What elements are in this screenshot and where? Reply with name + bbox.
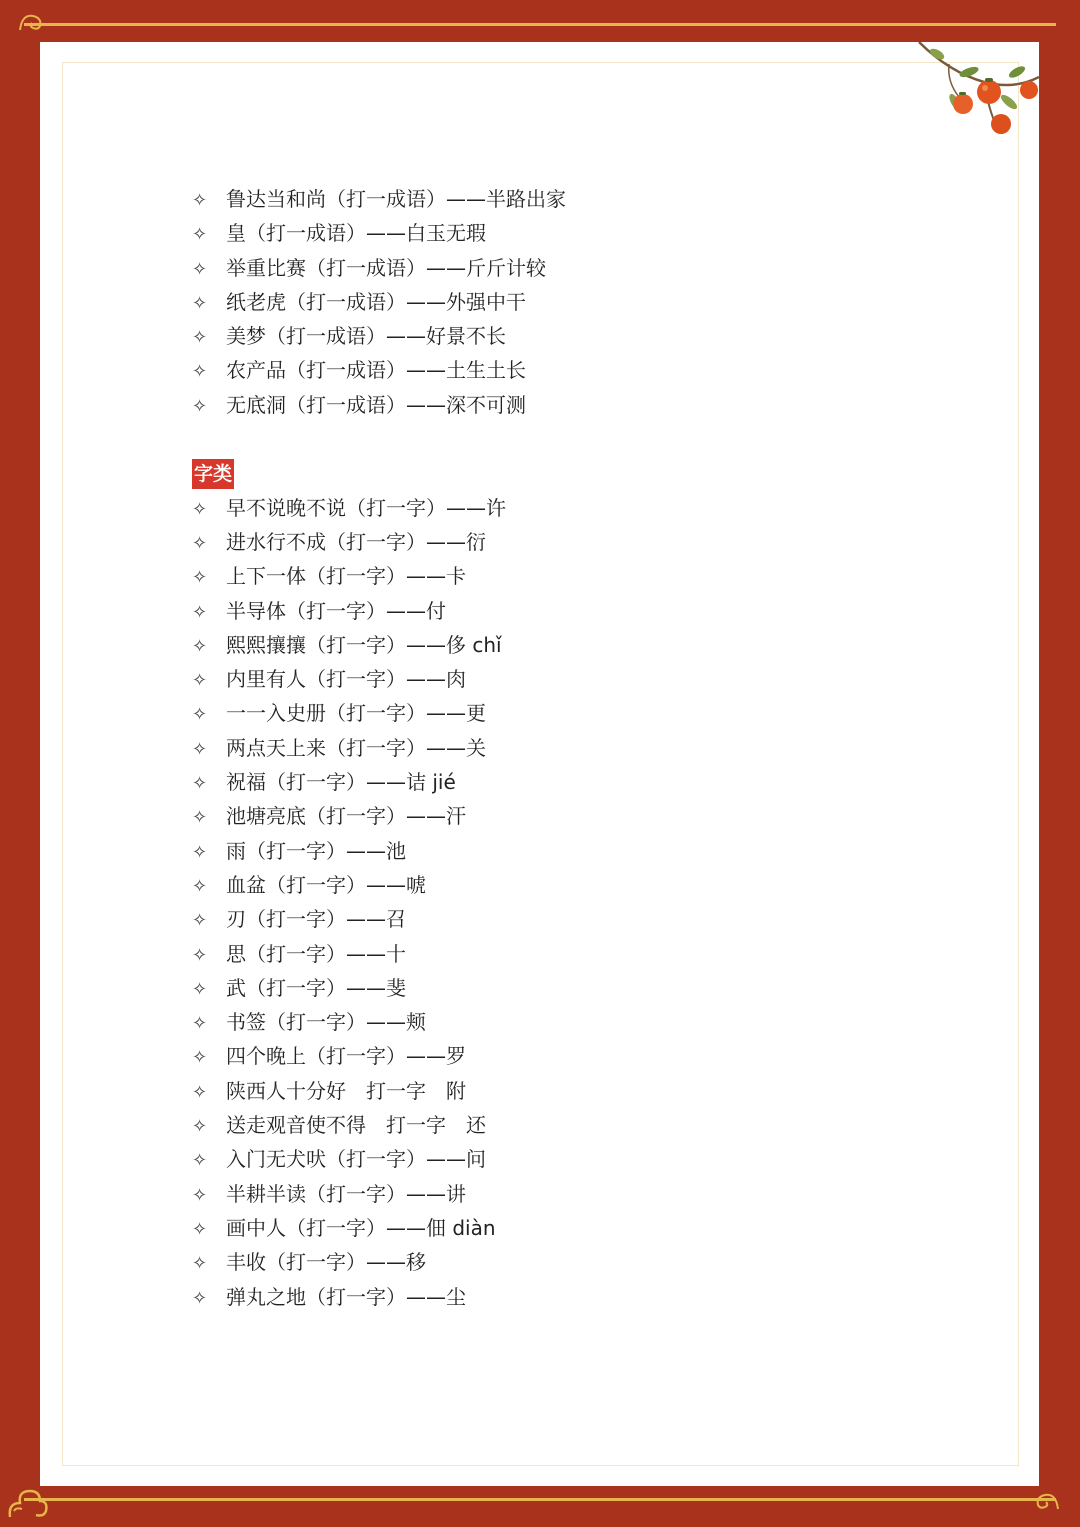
riddle-text: 祝福（打一字）——诘 jié: [226, 770, 456, 795]
riddle-item: [192, 251, 892, 285]
riddle-text: 美梦（打一成语）——好景不长: [226, 324, 506, 349]
riddle-text: 送走观音使不得 打一字 还: [226, 1113, 486, 1138]
riddle-text: 纸老虎（打一成语）——外强中干: [226, 289, 526, 314]
riddle-text: 一一入史册（打一字）——更: [226, 701, 486, 726]
star-bullet-icon: ✧: [192, 910, 208, 932]
idiom-riddle-list: [192, 182, 892, 422]
riddle-item: [192, 868, 892, 902]
riddle-text: 陕西人十分好 打一字 附: [226, 1078, 466, 1103]
bottom-gold-line: [24, 1498, 1056, 1501]
riddle-item: [192, 628, 892, 662]
riddle-text: 入门无犬吠（打一字）——问: [226, 1147, 486, 1172]
riddle-text: 书签（打一字）——颊: [226, 1010, 426, 1035]
riddle-item: [192, 1245, 892, 1279]
riddle-text: 鲁达当和尚（打一成语）——半路出家: [226, 187, 566, 211]
star-bullet-icon: ✧: [192, 567, 208, 589]
riddle-text: 熙熙攘攘（打一字）——侈 chǐ: [226, 632, 502, 657]
star-bullet-icon: ✧: [192, 670, 208, 692]
star-bullet-icon: ✧: [192, 1218, 208, 1240]
riddle-text: 武（打一字）——斐: [226, 975, 406, 1000]
swirl-ornament-icon: [18, 10, 48, 34]
riddle-item: [192, 1177, 892, 1211]
riddle-item: [192, 834, 892, 868]
riddle-item: [192, 525, 892, 559]
riddle-item: [192, 1074, 892, 1108]
section-header: [192, 456, 892, 490]
star-bullet-icon: ✧: [192, 498, 208, 520]
riddle-item: [192, 559, 892, 593]
star-bullet-icon: ✧: [192, 327, 208, 349]
riddle-item: [192, 216, 892, 250]
star-bullet-icon: ✧: [192, 704, 208, 726]
star-bullet-icon: ✧: [192, 292, 208, 314]
riddle-text: 皇（打一成语）——白玉无瑕: [226, 221, 486, 246]
riddle-item: [192, 799, 892, 833]
riddle-list: [192, 182, 892, 1314]
riddle-text: 半导体（打一字）——付: [226, 598, 446, 623]
star-bullet-icon: ✧: [192, 1150, 208, 1172]
riddle-item: [192, 1005, 892, 1039]
riddle-item: [192, 971, 892, 1005]
cloud-ornament-icon: [6, 1481, 50, 1521]
riddle-item: [192, 388, 892, 422]
top-gold-line: [24, 23, 1056, 26]
star-bullet-icon: ✧: [192, 944, 208, 966]
star-bullet-icon: ✧: [192, 258, 208, 280]
persimmon-branch-icon: [889, 42, 1039, 157]
star-bullet-icon: ✧: [192, 875, 208, 897]
riddle-item: [192, 1142, 892, 1176]
riddle-text: 血盆（打一字）——唬: [226, 872, 426, 897]
riddle-item: [192, 285, 892, 319]
riddle-text: 内里有人（打一字）——肉: [226, 667, 466, 692]
riddle-item: [192, 319, 892, 353]
star-bullet-icon: ✧: [192, 1253, 208, 1275]
star-bullet-icon: ✧: [192, 1184, 208, 1206]
riddle-item: [192, 491, 892, 525]
star-bullet-icon: ✧: [192, 1013, 208, 1035]
riddle-text: 上下一体（打一字）——卡: [226, 564, 466, 589]
riddle-text: 雨（打一字）——池: [226, 838, 406, 863]
riddle-text: 进水行不成（打一字）——衍: [226, 529, 486, 554]
char-riddle-list: [192, 491, 892, 1314]
riddle-item: [192, 1211, 892, 1245]
riddle-text: 弹丸之地（打一字）——尘: [226, 1284, 466, 1309]
star-bullet-icon: ✧: [192, 1287, 208, 1309]
riddle-text: 刃（打一字）——召: [226, 907, 406, 932]
star-bullet-icon: ✧: [192, 1047, 208, 1069]
riddle-text: 思（打一字）——十: [226, 941, 406, 966]
riddle-item: [192, 731, 892, 765]
star-bullet-icon: ✧: [192, 361, 208, 383]
section-spacer: [192, 422, 892, 456]
star-bullet-icon: ✧: [192, 601, 208, 623]
riddle-text: 无底洞（打一成语）——深不可测: [226, 392, 526, 417]
riddle-text: 两点天上来（打一字）——关: [226, 735, 486, 760]
riddle-text: 池塘亮底（打一字）——汗: [226, 804, 466, 829]
riddle-text: 半耕半读（打一字）——讲: [226, 1181, 466, 1206]
swirl-ornament-icon: [1030, 1489, 1060, 1513]
star-bullet-icon: ✧: [192, 190, 208, 211]
star-bullet-icon: ✧: [192, 1081, 208, 1103]
riddle-item: [192, 1280, 892, 1314]
star-bullet-icon: ✧: [192, 635, 208, 657]
star-bullet-icon: ✧: [192, 395, 208, 417]
star-bullet-icon: ✧: [192, 807, 208, 829]
star-bullet-icon: ✧: [192, 1116, 208, 1138]
riddle-item: [192, 1108, 892, 1142]
riddle-item: [192, 696, 892, 730]
star-bullet-icon: ✧: [192, 532, 208, 554]
star-bullet-icon: ✧: [192, 841, 208, 863]
riddle-item: [192, 902, 892, 936]
riddle-item: [192, 662, 892, 696]
riddle-text: 四个晚上（打一字）——罗: [226, 1044, 466, 1069]
riddle-item: [192, 1039, 892, 1073]
star-bullet-icon: ✧: [192, 738, 208, 760]
star-bullet-icon: ✧: [192, 978, 208, 1000]
page-sheet: [40, 42, 1039, 1486]
riddle-text: 举重比赛（打一成语）——斤斤计较: [226, 255, 546, 280]
riddle-item: [192, 182, 892, 216]
riddle-text: 农产品（打一成语）——土生土长: [226, 358, 526, 383]
star-bullet-icon: ✧: [192, 224, 208, 246]
riddle-item: [192, 594, 892, 628]
star-bullet-icon: ✧: [192, 773, 208, 795]
riddle-item: [192, 353, 892, 387]
riddle-item: [192, 765, 892, 799]
riddle-text: 画中人（打一字）——佃 diàn: [226, 1215, 496, 1240]
section-title-char: 字类: [192, 459, 234, 489]
riddle-text: 丰收（打一字）——移: [226, 1250, 426, 1275]
riddle-text: 早不说晚不说（打一字）——许: [226, 495, 506, 520]
riddle-item: [192, 937, 892, 971]
